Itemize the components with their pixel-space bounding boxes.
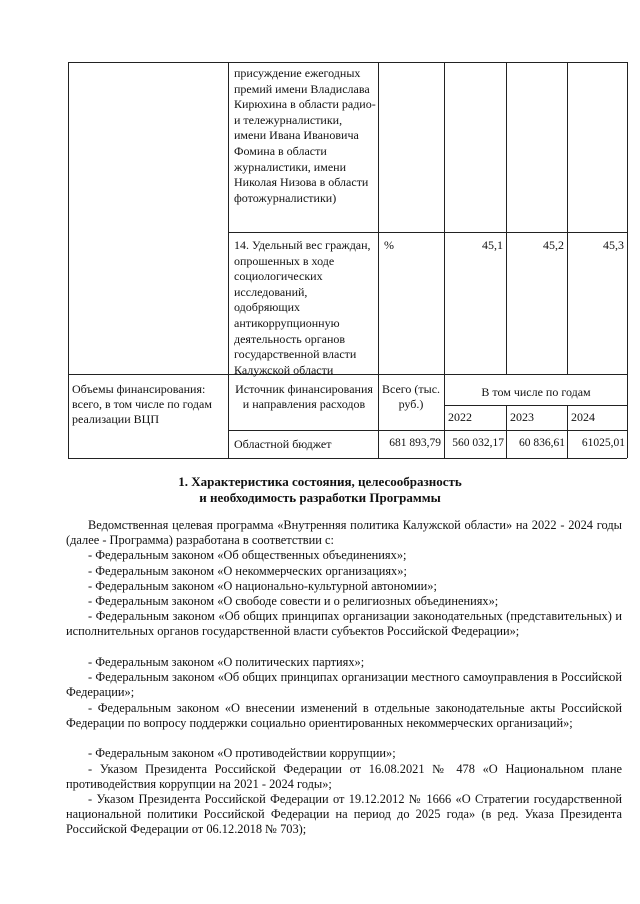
list-item: - Федеральным законом «Об общих принципах организации местного самоуправления в Российской Федерации»; <box>66 670 622 700</box>
list-item: - Указом Президента Российской Федерации от 16.08.2021 № 478 «О Национальном плане противодействия коррупции на 2021 - 2024 годы»; <box>66 762 622 792</box>
year-2024-header: 2024 <box>571 410 595 424</box>
years-header: В том числе по годам <box>481 385 591 399</box>
table-border-bottom <box>68 458 627 459</box>
table-row-divider <box>444 405 627 406</box>
indicator-text-continued: присуждение ежегодных премий имени Владислава Кирюхина в области радио- и тележурналистики, имени Ивана Ивановича Фомина в области журналистики, имени Николая Низова в области фотожурналистики) <box>234 66 376 205</box>
table-col-divider <box>444 62 445 458</box>
list-item: - Федеральным законом «Об общих принципах организации законодательных (представительных) и исполнительных органов государственной власти субъектов Российской Федерации»; <box>66 609 622 639</box>
section-heading-line-1: 1. Характеристика состояния, целесообразность <box>178 474 462 489</box>
table-col-divider <box>228 62 229 458</box>
indicator-14-value-2023: 45,2 <box>543 238 564 252</box>
table-col-divider <box>567 405 568 458</box>
table-border-left <box>68 62 69 458</box>
table-col-divider <box>567 62 568 374</box>
section-heading <box>60 474 580 506</box>
indicator-14-value-2024: 45,3 <box>603 238 624 252</box>
table-border-right <box>627 62 628 458</box>
budget-label: Областной бюджет <box>234 437 332 451</box>
list-item: - Федеральным законом «О некоммерческих организациях»; <box>88 564 407 578</box>
source-header: Источник финансирования и направления расходов <box>235 382 373 411</box>
budget-2023: 60 836,61 <box>519 437 565 449</box>
table-col-divider <box>378 62 379 458</box>
indicator-14-text: 14. Удельный вес граждан, опрошенных в ходе социологических исследований, одобряющих антикоррупционную деятельность органов государственной власти Калужской области <box>234 238 371 377</box>
list-item: - Федеральным законом «Об общественных объединениях»; <box>88 548 407 562</box>
indicator-14-unit: % <box>384 238 394 252</box>
list-item: - Федеральным законом «О свободе совести и о религиозных объединениях»; <box>88 594 499 608</box>
year-2022-header: 2022 <box>448 410 472 424</box>
budget-2024: 61025,01 <box>581 437 625 449</box>
total-header: Всего (тыс. руб.) <box>381 382 441 411</box>
table-col-divider <box>506 405 507 458</box>
table-border-top <box>68 62 627 63</box>
list-item: - Федеральным законом «О национально-культурной автономии»; <box>88 579 437 593</box>
list-item: - Федеральным законом «О политических партиях»; <box>88 655 365 669</box>
budget-total: 681 893,79 <box>389 437 441 449</box>
list-item: - Федеральным законом «О внесении изменений в отдельные законодательные акты Российской Федерации по вопросу поддержки социально ориентированных некоммерческих организаций»; <box>66 701 622 731</box>
table-col-divider <box>506 62 507 374</box>
indicator-14-value-2022: 45,1 <box>482 238 503 252</box>
budget-2022: 560 032,17 <box>452 437 504 449</box>
year-2023-header: 2023 <box>510 410 534 424</box>
intro-paragraph: Ведомственная целевая программа «Внутренняя политика Калужской области» на 2022 - 2024 годы (далее - Программа) разработана в соответствии с: <box>66 518 622 548</box>
list-item: - Указом Президента Российской Федерации от 19.12.2012 № 1666 «О Стратегии государственной национальной политики Российской Федерации на период до 2025 года» (в ред. Указа Президента Российской Федерации от 06.12.2018 № 703); <box>66 792 622 837</box>
list-item: - Федеральным законом «О противодействии коррупции»; <box>88 746 396 760</box>
section-heading-line-2: и необходимость разработки Программы <box>199 490 441 505</box>
funding-label: Объемы финансирования: всего, в том числе по годам реализации ВЦП <box>72 382 212 426</box>
